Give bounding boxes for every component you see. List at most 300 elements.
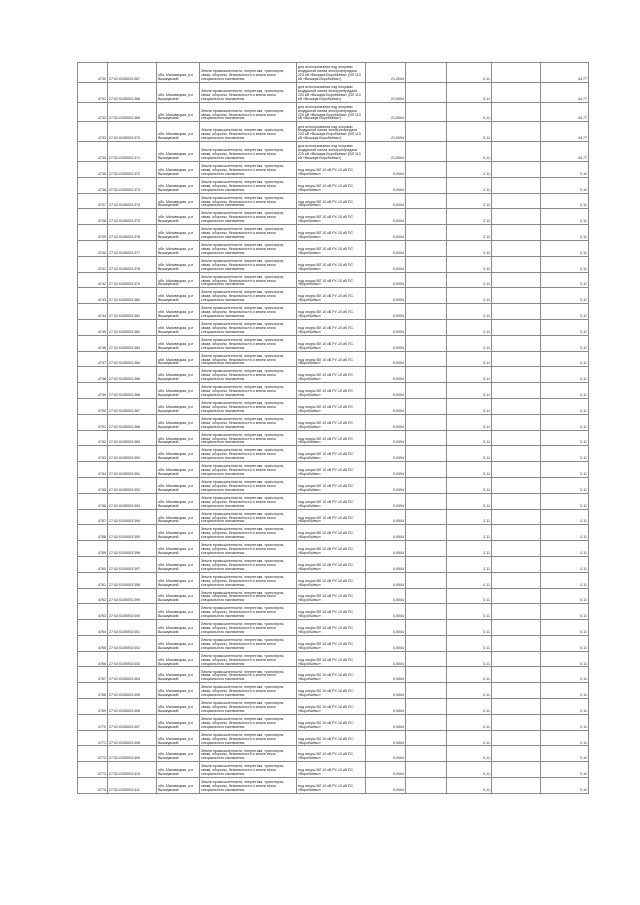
table-row <box>78 367 589 383</box>
value-c <box>492 683 541 699</box>
value-a <box>406 462 447 478</box>
location: обл. Мазовецкая, р-н Вышкувский <box>157 272 200 288</box>
value-a <box>406 351 447 367</box>
land-category: Земли промышленности, энергетики, транспорта, связи, обороны, безопасности и земли иного специального назначения <box>200 699 297 715</box>
location: обл. Мазовецкая, р-н Вышкувский <box>157 683 200 699</box>
land-category: Земли промышленности, энергетики, транспорта, связи, обороны, безопасности и земли иного специального назначения <box>200 82 297 102</box>
area-value: 0,0004 <box>366 351 406 367</box>
permitted-use: под опоры ВЛ 10 кВ РУ-10 кВ ПС «Воробьёвы» <box>297 414 366 430</box>
location: обл. Мазовецкая, р-н Вышкувский <box>157 102 200 122</box>
value-d: 0,11 <box>541 304 589 320</box>
permitted-use: под опоры ВЛ 10 кВ РУ-10 кВ ПС «Воробьёвы» <box>297 714 366 730</box>
land-category: Земли промышленности, энергетики, транспорта, связи, обороны, безопасности и земли иного специального назначения <box>200 525 297 541</box>
area-value: 0,0004 <box>366 161 406 177</box>
row-number: 4765 <box>78 635 108 651</box>
area-value: 21,0004 <box>366 122 406 142</box>
value-b: 2,11 <box>447 525 492 541</box>
cadastral-number: 27:02:0105003:394 <box>108 509 157 525</box>
land-category: Земли промышленности, энергетики, транспорта, связи, обороны, безопасности и земли иного специального назначения <box>200 762 297 778</box>
location: обл. Мазовецкая, р-н Вышкувский <box>157 240 200 256</box>
permitted-use: под опоры ВЛ 10 кВ РУ-10 кВ ПС «Воробьёвы» <box>297 209 366 225</box>
land-category: Земли промышленности, энергетики, транспорта, связи, обороны, безопасности и земли иного специального назначения <box>200 335 297 351</box>
value-a <box>406 446 447 462</box>
location: обл. Мазовецкая, р-н Вышкувский <box>157 367 200 383</box>
table-row <box>78 462 589 478</box>
table-row <box>78 304 589 320</box>
value-c <box>492 161 541 177</box>
permitted-use: под опоры ВЛ 10 кВ РУ-10 кВ ПС «Воробьёвы» <box>297 509 366 525</box>
land-category: Земли промышленности, энергетики, транспорта, связи, обороны, безопасности и земли иного специального назначения <box>200 430 297 446</box>
location: обл. Мазовецкая, р-н Вышкувский <box>157 477 200 493</box>
row-number: 4733 <box>78 122 108 142</box>
cadastral-number: 27:02:0105003:403 <box>108 651 157 667</box>
location: обл. Мазовецкая, р-н Вышкувский <box>157 651 200 667</box>
value-c <box>492 122 541 142</box>
area-value: 0,0004 <box>366 193 406 209</box>
row-number: 4730 <box>78 63 108 83</box>
value-d: 0,11 <box>541 462 589 478</box>
document-page <box>77 62 587 794</box>
value-d: 0,11 <box>541 398 589 414</box>
value-c <box>492 225 541 241</box>
area-value: 0,0004 <box>366 304 406 320</box>
value-a <box>406 193 447 209</box>
permitted-use: под опоры ВЛ 10 кВ РУ-10 кВ ПС «Воробьёвы» <box>297 683 366 699</box>
value-a <box>406 572 447 588</box>
row-number: 4735 <box>78 161 108 177</box>
value-c <box>492 762 541 778</box>
value-a <box>406 272 447 288</box>
value-b: 2,11 <box>447 509 492 525</box>
value-a <box>406 762 447 778</box>
value-a <box>406 746 447 762</box>
value-c <box>492 414 541 430</box>
value-c <box>492 398 541 414</box>
row-number: 4753 <box>78 446 108 462</box>
row-number: 4762 <box>78 588 108 604</box>
cadastral-number: 27:02:0105003:396 <box>108 541 157 557</box>
land-category: Земли промышленности, энергетики, транспорта, связи, обороны, безопасности и земли иного специального назначения <box>200 209 297 225</box>
cadastral-number: 27:02:0105003:384 <box>108 351 157 367</box>
value-c <box>492 604 541 620</box>
value-a <box>406 509 447 525</box>
value-d: 0,11 <box>541 414 589 430</box>
cadastral-number: 27:02:0105003:379 <box>108 272 157 288</box>
cadastral-number: 27:02:0105003:407 <box>108 714 157 730</box>
permitted-use: под опоры ВЛ 10 кВ РУ-10 кВ ПС «Воробьёвы» <box>297 541 366 557</box>
area-value: 0,0004 <box>366 620 406 636</box>
location: обл. Мазовецкая, р-н Вышкувский <box>157 541 200 557</box>
row-number: 4750 <box>78 398 108 414</box>
row-number: 4743 <box>78 288 108 304</box>
table-row <box>78 351 589 367</box>
row-number: 4732 <box>78 102 108 122</box>
row-number: 4766 <box>78 651 108 667</box>
value-a <box>406 604 447 620</box>
land-category: Земли промышленности, энергетики, транспорта, связи, обороны, безопасности и земли иного специального назначения <box>200 556 297 572</box>
value-d: 0,11 <box>541 272 589 288</box>
permitted-use: под опоры ВЛ 10 кВ РУ-10 кВ ПС «Воробьёвы» <box>297 588 366 604</box>
cadastral-number: 27:02:0105003:393 <box>108 493 157 509</box>
location: обл. Мазовецкая, р-н Вышкувский <box>157 699 200 715</box>
permitted-use: под опоры ВЛ 10 кВ РУ-10 кВ ПС «Воробьёвы» <box>297 288 366 304</box>
location: обл. Мазовецкая, р-н Вышкувский <box>157 256 200 272</box>
area-value: 0,0004 <box>366 730 406 746</box>
area-value: 21,0004 <box>366 102 406 122</box>
value-b: 0,11 <box>447 414 492 430</box>
value-c <box>492 319 541 335</box>
table-row <box>78 683 589 699</box>
value-d: 0,11 <box>541 714 589 730</box>
value-c <box>492 699 541 715</box>
cadastral-number: 27:02:0105003:373 <box>108 177 157 193</box>
value-d: 0,11 <box>541 256 589 272</box>
value-a <box>406 142 447 162</box>
value-d: 0,11 <box>541 778 589 794</box>
location: обл. Мазовецкая, р-н Вышкувский <box>157 414 200 430</box>
location: обл. Мазовецкая, р-н Вышкувский <box>157 762 200 778</box>
value-b: 0,11 <box>447 319 492 335</box>
permitted-use: под опоры ВЛ 10 кВ РУ-10 кВ ПС «Воробьёвы» <box>297 762 366 778</box>
location: обл. Мазовецкая, р-н Вышкувский <box>157 778 200 794</box>
value-a <box>406 556 447 572</box>
permitted-use: под опоры ВЛ 10 кВ РУ-10 кВ ПС «Воробьёвы» <box>297 604 366 620</box>
value-b: 0,11 <box>447 635 492 651</box>
table-row <box>78 177 589 193</box>
land-category: Земли промышленности, энергетики, транспорта, связи, обороны, безопасности и земли иного специального назначения <box>200 730 297 746</box>
value-a <box>406 82 447 102</box>
table-row <box>78 525 589 541</box>
land-category: Земли промышленности, энергетики, транспорта, связи, обороны, безопасности и земли иного специального назначения <box>200 256 297 272</box>
location: обл. Мазовецкая, р-н Вышкувский <box>157 319 200 335</box>
value-b: 0,11 <box>447 683 492 699</box>
area-value: 0,0004 <box>366 383 406 399</box>
table-row <box>78 667 589 683</box>
area-value: 0,0004 <box>366 335 406 351</box>
value-c <box>492 82 541 102</box>
location: обл. Мазовецкая, р-н Вышкувский <box>157 122 200 142</box>
permitted-use: под опоры ВЛ 10 кВ РУ-10 кВ ПС «Воробьёвы» <box>297 572 366 588</box>
table-row <box>78 541 589 557</box>
cadastral-number: 27:02:0105003:388 <box>108 414 157 430</box>
value-a <box>406 256 447 272</box>
value-a <box>406 778 447 794</box>
cadastral-number: 27:02:0105003:392 <box>108 477 157 493</box>
area-value: 0,0004 <box>366 556 406 572</box>
permitted-use: под опоры ВЛ 10 кВ РУ-10 кВ ПС «Воробьёвы» <box>297 193 366 209</box>
value-a <box>406 240 447 256</box>
value-b: 0,11 <box>447 762 492 778</box>
value-d: 0,11 <box>541 367 589 383</box>
value-a <box>406 714 447 730</box>
value-b: 0,11 <box>447 82 492 102</box>
value-a <box>406 635 447 651</box>
value-d: 44,77 <box>541 63 589 83</box>
area-value: 0,0004 <box>366 430 406 446</box>
value-b: 2,11 <box>447 225 492 241</box>
table-row <box>78 225 589 241</box>
permitted-use: под опоры ВЛ 10 кВ РУ-10 кВ ПС «Воробьёвы» <box>297 635 366 651</box>
land-category: Земли промышленности, энергетики, транспорта, связи, обороны, безопасности и земли иного специального назначения <box>200 541 297 557</box>
row-number: 4757 <box>78 509 108 525</box>
value-d: 0,11 <box>541 572 589 588</box>
value-b: 0,11 <box>447 667 492 683</box>
location: обл. Мазовецкая, р-н Вышкувский <box>157 63 200 83</box>
land-category: Земли промышленности, энергетики, транспорта, связи, обороны, безопасности и земли иного специального назначения <box>200 319 297 335</box>
value-b: 0,11 <box>447 651 492 667</box>
land-category: Земли промышленности, энергетики, транспорта, связи, обороны, безопасности и земли иного специального назначения <box>200 635 297 651</box>
value-b: 0,11 <box>447 351 492 367</box>
cadastral-number: 27:02:0105003:383 <box>108 335 157 351</box>
row-number: 4744 <box>78 304 108 320</box>
value-d: 0,11 <box>541 161 589 177</box>
land-category: Земли промышленности, энергетики, транспорта, связи, обороны, безопасности и земли иного специального назначения <box>200 778 297 794</box>
permitted-use: под опоры ВЛ 10 кВ РУ-10 кВ ПС «Воробьёвы» <box>297 699 366 715</box>
value-d: 0,11 <box>541 509 589 525</box>
table-row <box>78 102 589 122</box>
value-d: 0,11 <box>541 383 589 399</box>
permitted-use: под опоры ВЛ 10 кВ РУ-10 кВ ПС «Воробьёвы» <box>297 730 366 746</box>
value-d: 0,11 <box>541 351 589 367</box>
permitted-use: под опоры ВЛ 10 кВ РУ-10 кВ ПС «Воробьёвы» <box>297 272 366 288</box>
cadastral-number: 27:02:0105003:389 <box>108 430 157 446</box>
value-c <box>492 304 541 320</box>
cadastral-number: 27:02:0105003:375 <box>108 209 157 225</box>
row-number: 4731 <box>78 82 108 102</box>
value-c <box>492 588 541 604</box>
table-row <box>78 82 589 102</box>
value-a <box>406 177 447 193</box>
value-d: 0,11 <box>541 525 589 541</box>
value-b: 2,11 <box>447 209 492 225</box>
value-c <box>492 193 541 209</box>
permitted-use: под опоры ВЛ 10 кВ РУ-10 кВ ПС «Воробьёвы» <box>297 778 366 794</box>
table-row <box>78 714 589 730</box>
row-number: 4737 <box>78 193 108 209</box>
value-a <box>406 699 447 715</box>
area-value: 0,0004 <box>366 588 406 604</box>
row-number: 4768 <box>78 683 108 699</box>
cadastral-number: 27:02:0105003:376 <box>108 225 157 241</box>
value-d: 44,77 <box>541 102 589 122</box>
permitted-use: под опоры ВЛ 10 кВ РУ-10 кВ ПС «Воробьёвы» <box>297 746 366 762</box>
table-row <box>78 635 589 651</box>
value-c <box>492 746 541 762</box>
cadastral-number: 27:02:0105003:382 <box>108 319 157 335</box>
area-value: 0,0004 <box>366 367 406 383</box>
value-d: 44,77 <box>541 82 589 102</box>
table-row <box>78 762 589 778</box>
area-value: 0,0004 <box>366 699 406 715</box>
value-c <box>492 430 541 446</box>
area-value: 0,0004 <box>366 414 406 430</box>
land-category: Земли промышленности, энергетики, транспорта, связи, обороны, безопасности и земли иного специального назначения <box>200 272 297 288</box>
value-d: 0,11 <box>541 683 589 699</box>
area-value: 21,0004 <box>366 142 406 162</box>
value-d: 0,11 <box>541 746 589 762</box>
table-row <box>78 746 589 762</box>
cadastral-number: 27:02:0105003:377 <box>108 240 157 256</box>
value-a <box>406 161 447 177</box>
row-number: 4758 <box>78 525 108 541</box>
land-category: Земли промышленности, энергетики, транспорта, связи, обороны, безопасности и земли иного специального назначения <box>200 446 297 462</box>
value-d: 0,11 <box>541 225 589 241</box>
location: обл. Мазовецкая, р-н Вышкувский <box>157 588 200 604</box>
table-row <box>78 142 589 162</box>
location: обл. Мазовецкая, р-н Вышкувский <box>157 351 200 367</box>
table-row <box>78 193 589 209</box>
row-number: 4770 <box>78 714 108 730</box>
row-number: 4774 <box>78 778 108 794</box>
table-row <box>78 509 589 525</box>
land-category: Земли промышленности, энергетики, транспорта, связи, обороны, безопасности и земли иного специального назначения <box>200 477 297 493</box>
value-a <box>406 288 447 304</box>
value-b: 0,11 <box>447 240 492 256</box>
permitted-use: для использования под опорами воздушной линии электропередачи 220 кВ «Вышкув-Воробьёвы» (ВЛ 110 кВ «Вышкув-Воробьёвы») <box>297 82 366 102</box>
area-value: 21,0004 <box>366 82 406 102</box>
value-c <box>492 462 541 478</box>
table-row <box>78 604 589 620</box>
table-row <box>78 256 589 272</box>
cadastral-number: 27:02:0105003:367 <box>108 63 157 83</box>
land-category: Земли промышленности, энергетики, транспорта, связи, обороны, безопасности и земли иного специального назначения <box>200 102 297 122</box>
value-b: 0,11 <box>447 63 492 83</box>
table-body <box>78 63 589 794</box>
location: обл. Мазовецкая, р-н Вышкувский <box>157 142 200 162</box>
area-value: 0,0004 <box>366 746 406 762</box>
area-value: 0,0004 <box>366 462 406 478</box>
value-b: 0,11 <box>447 620 492 636</box>
value-d: 0,11 <box>541 288 589 304</box>
permitted-use: под опоры ВЛ 10 кВ РУ-10 кВ ПС «Воробьёвы» <box>297 240 366 256</box>
value-c <box>492 383 541 399</box>
land-category: Земли промышленности, энергетики, транспорта, связи, обороны, безопасности и земли иного специального назначения <box>200 122 297 142</box>
area-value: 0,0004 <box>366 288 406 304</box>
cadastral-number: 27:02:0105003:368 <box>108 82 157 102</box>
land-category: Земли промышленности, энергетики, транспорта, связи, обороны, безопасности и земли иного специального назначения <box>200 588 297 604</box>
permitted-use: под опоры ВЛ 10 кВ РУ-10 кВ ПС «Воробьёвы» <box>297 161 366 177</box>
permitted-use: под опоры ВЛ 10 кВ РУ-10 кВ ПС «Воробьёвы» <box>297 319 366 335</box>
value-d: 0,11 <box>541 240 589 256</box>
cadastral-number: 27:02:0105003:397 <box>108 556 157 572</box>
permitted-use: для использования под опорами воздушной линии электропередачи 220 кВ «Вышкув-Воробьёвы» (ВЛ 110 кВ «Вышкув-Воробьёвы») <box>297 102 366 122</box>
value-c <box>492 667 541 683</box>
table-row <box>78 272 589 288</box>
table-row <box>78 319 589 335</box>
cadastral-number: 27:02:0105003:400 <box>108 604 157 620</box>
area-value: 0,0004 <box>366 635 406 651</box>
cadastral-number: 27:02:0105003:378 <box>108 256 157 272</box>
land-category: Земли промышленности, энергетики, транспорта, связи, обороны, безопасности и земли иного специального назначения <box>200 193 297 209</box>
value-b: 0,11 <box>447 714 492 730</box>
permitted-use: для использования под опорами воздушной линии электропередачи 220 кВ «Вышкув-Воробьёвы» (ВЛ 110 кВ «Вышкув-Воробьёвы») <box>297 142 366 162</box>
row-number: 4749 <box>78 383 108 399</box>
value-d: 0,11 <box>541 177 589 193</box>
table-row <box>78 161 589 177</box>
value-d: 0,11 <box>541 477 589 493</box>
value-c <box>492 446 541 462</box>
value-a <box>406 683 447 699</box>
value-c <box>492 778 541 794</box>
row-number: 4734 <box>78 142 108 162</box>
area-value: 0,0004 <box>366 319 406 335</box>
permitted-use: под опоры ВЛ 10 кВ РУ-10 кВ ПС «Воробьёвы» <box>297 398 366 414</box>
land-category: Земли промышленности, энергетики, транспорта, связи, обороны, безопасности и земли иного специального назначения <box>200 225 297 241</box>
area-value: 0,0004 <box>366 398 406 414</box>
table-row <box>78 63 589 83</box>
value-c <box>492 351 541 367</box>
row-number: 4760 <box>78 556 108 572</box>
location: обл. Мазовецкая, р-н Вышкувский <box>157 493 200 509</box>
value-b: 0,11 <box>447 588 492 604</box>
area-value: 0,0004 <box>366 256 406 272</box>
location: обл. Мазовецкая, р-н Вышкувский <box>157 604 200 620</box>
table-row <box>78 620 589 636</box>
land-category: Земли промышленности, энергетики, транспорта, связи, обороны, безопасности и земли иного специального назначения <box>200 304 297 320</box>
row-number: 4751 <box>78 414 108 430</box>
value-d: 0,11 <box>541 762 589 778</box>
permitted-use: под опоры ВЛ 10 кВ РУ-10 кВ ПС «Воробьёвы» <box>297 493 366 509</box>
cadastral-number: 27:02:0105003:386 <box>108 383 157 399</box>
land-category: Земли промышленности, энергетики, транспорта, связи, обороны, безопасности и земли иного специального назначения <box>200 572 297 588</box>
value-c <box>492 335 541 351</box>
row-number: 4748 <box>78 367 108 383</box>
value-d: 0,11 <box>541 620 589 636</box>
cadastral-number: 27:02:0105003:390 <box>108 446 157 462</box>
cadastral-number: 27:02:0105003:408 <box>108 730 157 746</box>
area-value: 0,0004 <box>366 525 406 541</box>
land-category: Земли промышленности, энергетики, транспорта, связи, обороны, безопасности и земли иного специального назначения <box>200 462 297 478</box>
value-d: 0,11 <box>541 209 589 225</box>
location: обл. Мазовецкая, р-н Вышкувский <box>157 383 200 399</box>
row-number: 4772 <box>78 746 108 762</box>
value-c <box>492 102 541 122</box>
value-d: 0,11 <box>541 430 589 446</box>
value-b: 2,11 <box>447 193 492 209</box>
land-category: Земли промышленности, энергетики, транспорта, связи, обороны, безопасности и земли иного специального назначения <box>200 351 297 367</box>
land-category: Земли промышленности, энергетики, транспорта, связи, обороны, безопасности и земли иного специального назначения <box>200 398 297 414</box>
value-b: 0,11 <box>447 122 492 142</box>
value-a <box>406 525 447 541</box>
permitted-use: под опоры ВЛ 10 кВ РУ-10 кВ ПС «Воробьёвы» <box>297 225 366 241</box>
cadastral-number: 27:02:0105003:406 <box>108 699 157 715</box>
table-row <box>78 446 589 462</box>
location: обл. Мазовецкая, р-н Вышкувский <box>157 635 200 651</box>
row-number: 4761 <box>78 572 108 588</box>
land-category: Земли промышленности, энергетики, транспорта, связи, обороны, безопасности и земли иного специального назначения <box>200 63 297 83</box>
value-a <box>406 383 447 399</box>
value-a <box>406 102 447 122</box>
value-a <box>406 209 447 225</box>
value-d: 0,11 <box>541 651 589 667</box>
permitted-use: под опоры ВЛ 10 кВ РУ-10 кВ ПС «Воробьёвы» <box>297 177 366 193</box>
value-d: 0,11 <box>541 446 589 462</box>
area-value: 0,0004 <box>366 240 406 256</box>
permitted-use: под опоры ВЛ 10 кВ РУ-10 кВ ПС «Воробьёвы» <box>297 367 366 383</box>
row-number: 4738 <box>78 209 108 225</box>
value-a <box>406 225 447 241</box>
land-category: Земли промышленности, энергетики, транспорта, связи, обороны, безопасности и земли иного специального назначения <box>200 509 297 525</box>
table-row <box>78 383 589 399</box>
row-number: 4741 <box>78 256 108 272</box>
value-a <box>406 667 447 683</box>
cadastral-number: 27:02:0105003:371 <box>108 142 157 162</box>
value-b: 0,11 <box>447 430 492 446</box>
table-row <box>78 335 589 351</box>
value-a <box>406 620 447 636</box>
cadastral-number: 27:02:0105003:401 <box>108 620 157 636</box>
land-category: Земли промышленности, энергетики, транспорта, связи, обороны, безопасности и земли иного специального назначения <box>200 142 297 162</box>
